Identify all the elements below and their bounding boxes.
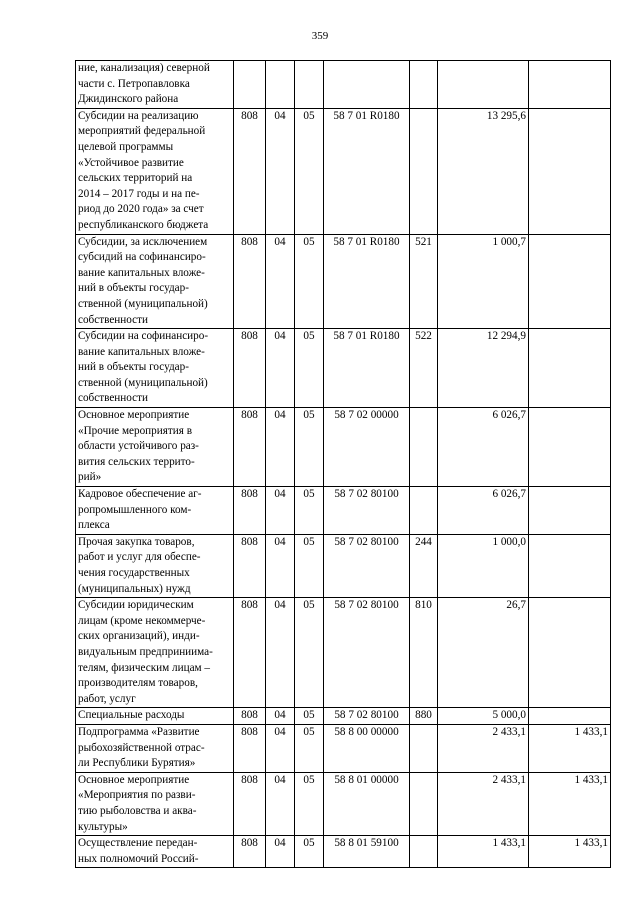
expense-type-cell: 810 (410, 598, 438, 708)
item-name-cell (76, 708, 234, 725)
target-article-cell: 58 7 02 80100 (324, 487, 410, 535)
item-name-line: ропромышленного ком- (78, 503, 192, 516)
section-code-cell: 04 (266, 108, 295, 234)
item-name-line: ли Республики Бурятия» (78, 757, 196, 770)
section-code-cell: 04 (266, 724, 295, 772)
amount-cell-secondary (529, 329, 611, 408)
page-number: 359 (311, 30, 329, 42)
target-article-cell: 58 7 01 R0180 (324, 108, 410, 234)
amount-cell: 1 000,0 (438, 534, 529, 597)
table-row (76, 329, 611, 408)
subsection-code-cell: 05 (295, 234, 324, 329)
item-name-line: ний в объекты государ- (78, 361, 189, 374)
item-name-line: культуры» (78, 820, 128, 833)
item-name-line: части с. Петропавловка (78, 77, 190, 90)
item-name-line: «Устойчивое развитие (78, 156, 184, 169)
section-code-cell: 04 (266, 534, 295, 597)
table-row (76, 724, 611, 772)
table-body (76, 61, 611, 868)
table-row (76, 708, 611, 725)
target-article-cell (324, 61, 410, 109)
ministry-code-cell: 808 (234, 534, 266, 597)
item-name-line: сельских территорий на (78, 172, 193, 185)
item-name-line: ственной (муниципальной) (78, 376, 208, 389)
target-article-cell: 58 7 01 R0180 (324, 234, 410, 329)
item-name-line: ственной (муниципальной) (78, 297, 208, 310)
amount-cell: 2 433,1 (438, 724, 529, 772)
item-name-line: целевой программы (78, 140, 174, 153)
expense-type-cell: 244 (410, 534, 438, 597)
expense-type-cell: 521 (410, 234, 438, 329)
ministry-code-cell: 808 (234, 329, 266, 408)
item-name-line: Осуществление передан- (78, 837, 198, 850)
subsection-code-cell: 05 (295, 598, 324, 708)
item-name-cell (76, 329, 234, 408)
item-name-cell (76, 598, 234, 708)
amount-cell-secondary (529, 598, 611, 708)
amount-cell-secondary (529, 408, 611, 487)
item-name-cell (76, 534, 234, 597)
item-name-line: Специальные расходы (78, 709, 185, 722)
item-name-cell (76, 487, 234, 535)
expense-type-cell (410, 408, 438, 487)
item-name-line: собственности (78, 392, 148, 405)
item-name-line: чения государственных (78, 567, 190, 579)
item-name-line: «Мероприятия по разви- (78, 789, 196, 802)
table-row (76, 534, 611, 597)
subsection-code-cell: 05 (295, 408, 324, 487)
target-article-cell: 58 7 02 80100 (324, 598, 410, 708)
target-article-cell: 58 8 01 00000 (324, 772, 410, 835)
table-row (76, 108, 611, 234)
item-name-line: лицам (кроме некоммерче- (78, 614, 206, 627)
target-article-cell: 58 8 00 00000 (324, 724, 410, 772)
item-name-line: тию рыболовства и аква- (78, 804, 197, 817)
amount-cell: 6 026,7 (438, 408, 529, 487)
ministry-code-cell: 808 (234, 234, 266, 329)
item-name-cell (76, 108, 234, 234)
section-code-cell: 04 (266, 772, 295, 835)
amount-cell-secondary: 1 433,1 (529, 724, 611, 772)
amount-cell-secondary (529, 108, 611, 234)
subsection-code-cell: 05 (295, 724, 324, 772)
ministry-code-cell: 808 (234, 708, 266, 725)
item-name-line: 2014 – 2017 годы и на пе- (78, 187, 200, 200)
section-code-cell: 04 (266, 408, 295, 487)
section-code-cell (266, 61, 295, 109)
item-name-line: вание капитальных вложе- (78, 266, 205, 279)
item-name-line: мероприятий федеральной (78, 125, 206, 138)
expense-type-cell (410, 836, 438, 868)
table-row (76, 836, 611, 868)
section-code-cell: 04 (266, 836, 295, 868)
item-name-line: ных полномочий Россий- (78, 852, 199, 865)
item-name-line: Основное мероприятие (78, 773, 190, 786)
amount-cell-secondary (529, 234, 611, 329)
table-row (76, 598, 611, 708)
subsection-code-cell: 05 (295, 708, 324, 725)
table-row (76, 487, 611, 535)
item-name-line: «Прочие мероприятия в (78, 424, 192, 437)
item-name-line: области устойчивого раз- (78, 440, 199, 453)
item-name-line: производителям товаров, (78, 677, 198, 690)
amount-cell-secondary (529, 61, 611, 109)
item-name-line: ских организаций), инди- (78, 630, 200, 643)
item-name-line: рий» (78, 471, 102, 484)
item-name-cell (76, 772, 234, 835)
item-name-line: (муниципальных) нужд (78, 582, 191, 595)
expense-type-cell (410, 108, 438, 234)
item-name-line: видуальным предприниима- (78, 645, 213, 658)
expense-type-cell: 880 (410, 708, 438, 725)
target-article-cell: 58 7 01 R0180 (324, 329, 410, 408)
item-name-line: телям, физическим лицам – (78, 661, 211, 674)
table-row (76, 61, 611, 109)
item-name-cell (76, 408, 234, 487)
ministry-code-cell: 808 (234, 598, 266, 708)
expense-type-cell (410, 487, 438, 535)
subsection-code-cell: 05 (295, 108, 324, 234)
ministry-code-cell: 808 (234, 487, 266, 535)
ministry-code-cell: 808 (234, 836, 266, 868)
subsection-code-cell: 05 (295, 836, 324, 868)
amount-cell: 5 000,0 (438, 708, 529, 725)
item-name-line: Джидинского района (78, 93, 179, 106)
table-row (76, 408, 611, 487)
item-name-line: Подпрограмма «Развитие (78, 725, 200, 738)
item-name-line: Субсидии юридическим (78, 599, 194, 612)
subsection-code-cell: 05 (295, 772, 324, 835)
item-name-cell (76, 724, 234, 772)
item-name-line: собственности (78, 313, 148, 326)
section-code-cell: 04 (266, 329, 295, 408)
amount-cell-secondary: 1 433,1 (529, 772, 611, 835)
amount-cell: 1 433,1 (438, 836, 529, 868)
amount-cell-secondary (529, 487, 611, 535)
amount-cell-secondary (529, 708, 611, 725)
ministry-code-cell: 808 (234, 772, 266, 835)
item-name-line: Кадровое обеспечение аг- (78, 488, 202, 501)
table-row (76, 772, 611, 835)
item-name-line: риод до 2020 года» за счет (78, 203, 204, 216)
ministry-code-cell: 808 (234, 108, 266, 234)
item-name-line: Субсидии, за исключением (78, 235, 208, 248)
item-name-line: рыбохозяйственной отрас- (78, 741, 205, 754)
item-name-line: работ, услуг (78, 692, 136, 705)
expense-type-cell: 522 (410, 329, 438, 408)
amount-cell (438, 61, 529, 109)
subsection-code-cell: 05 (295, 329, 324, 408)
expense-type-cell (410, 772, 438, 835)
subsection-code-cell: 05 (295, 534, 324, 597)
item-name-line: вития сельских террито- (78, 455, 195, 468)
target-article-cell: 58 7 02 80100 (324, 708, 410, 725)
item-name-line: Субсидии на софинансиро- (78, 330, 209, 343)
target-article-cell: 58 7 02 80100 (324, 534, 410, 597)
item-name-cell (76, 61, 234, 109)
amount-cell-secondary: 1 433,1 (529, 836, 611, 868)
amount-cell: 6 026,7 (438, 487, 529, 535)
target-article-cell: 58 8 01 59100 (324, 836, 410, 868)
budget-table (75, 60, 611, 868)
amount-cell-secondary (529, 534, 611, 597)
amount-cell: 26,7 (438, 598, 529, 708)
item-name-line: ние, канализация) северной (78, 62, 210, 74)
section-code-cell: 04 (266, 487, 295, 535)
item-name-line: плекса (78, 519, 110, 532)
ministry-code-cell: 808 (234, 408, 266, 487)
section-code-cell: 04 (266, 708, 295, 725)
item-name-cell (76, 836, 234, 868)
subsection-code-cell: 05 (295, 487, 324, 535)
item-name-cell (76, 234, 234, 329)
section-code-cell: 04 (266, 598, 295, 708)
expense-type-cell (410, 724, 438, 772)
item-name-line: субсидий на софинансиро- (78, 251, 206, 264)
section-code-cell: 04 (266, 234, 295, 329)
ministry-code-cell (234, 61, 266, 109)
item-name-line: вание капитальных вложе- (78, 345, 205, 358)
item-name-line: Основное мероприятие (78, 409, 190, 422)
amount-cell: 2 433,1 (438, 772, 529, 835)
amount-cell: 12 294,9 (438, 329, 529, 408)
expense-type-cell (410, 61, 438, 109)
amount-cell: 1 000,7 (438, 234, 529, 329)
item-name-line: Прочая закупка товаров, (78, 535, 195, 548)
amount-cell: 13 295,6 (438, 108, 529, 234)
item-name-line: республиканского бюджета (78, 218, 209, 231)
item-name-line: ний в объекты государ- (78, 282, 189, 295)
table-row (76, 234, 611, 329)
subsection-code-cell (295, 61, 324, 109)
item-name-line: работ и услуг для обеспе- (78, 551, 201, 564)
target-article-cell: 58 7 02 00000 (324, 408, 410, 487)
ministry-code-cell: 808 (234, 724, 266, 772)
item-name-line: Субсидии на реализацию (78, 109, 199, 122)
